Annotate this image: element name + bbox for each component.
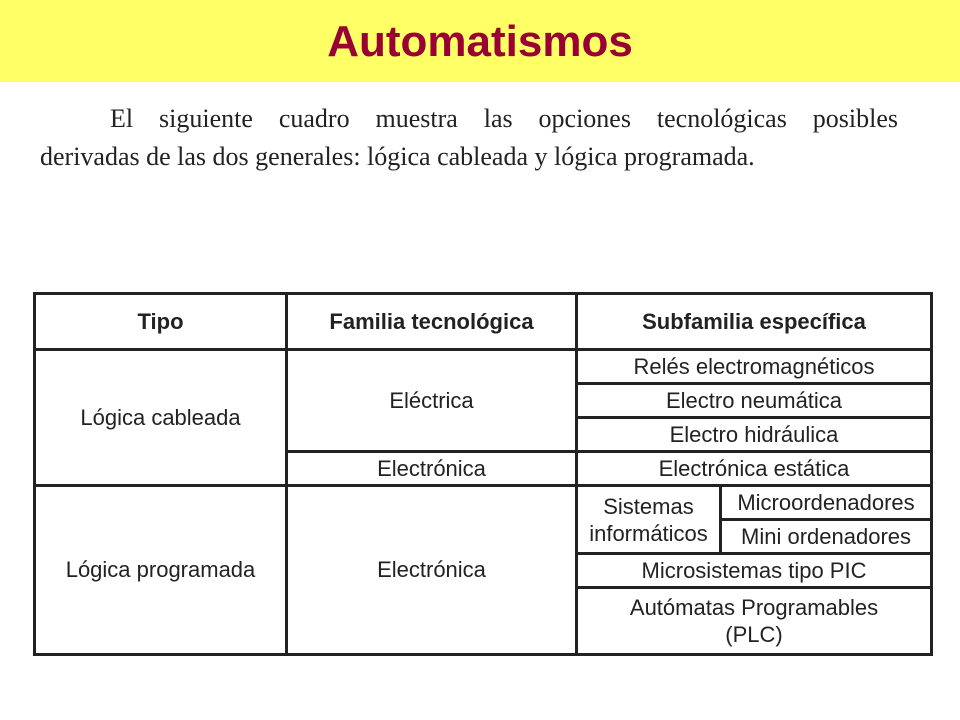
subfamilia-reles: Relés electromagnéticos xyxy=(577,350,932,384)
header-subfamilia: Subfamilia específica xyxy=(577,294,932,350)
page-title: Automatismos xyxy=(327,17,633,66)
table-row xyxy=(35,350,932,384)
familia-electronica-programada: Electrónica xyxy=(287,486,577,655)
header-tipo: Tipo xyxy=(35,294,287,350)
subfamilia-mini-ordenadores: Mini ordenadores xyxy=(721,520,932,554)
intro-line-1: El siguiente cuadro muestra las opciones tecnológicas posibles xyxy=(110,104,898,133)
subfamilia-plc xyxy=(577,588,932,655)
familia-electronica-cableada: Electrónica xyxy=(287,452,577,486)
subfamilia-pic: Microsistemas tipo PIC xyxy=(577,554,932,588)
tipo-programada: Lógica programada xyxy=(35,486,287,655)
subfamilia-hidraulica: Electro hidráulica xyxy=(577,418,932,452)
plc-line-1: Autómatas Programables xyxy=(629,595,879,620)
subfamilia-estatica: Electrónica estática xyxy=(577,452,932,486)
familia-electrica: Eléctrica xyxy=(287,350,577,452)
table-header-row xyxy=(35,294,932,350)
header-familia: Familia tecnológica xyxy=(287,294,577,350)
intro-line-2: derivadas de las dos generales: lógica cableada y lógica programada. xyxy=(40,142,755,171)
intro-paragraph xyxy=(40,100,898,176)
table-row xyxy=(35,486,932,520)
subfamilia-microordenadores: Microordenadores xyxy=(721,486,932,520)
sistemas-line-1: Sistemas xyxy=(603,493,694,519)
technology-options-table xyxy=(33,292,933,656)
subfamilia-neumatica: Electro neumática xyxy=(577,384,932,418)
sistemas-line-2: informáticos xyxy=(589,520,708,546)
sistemas-informaticos xyxy=(577,486,721,554)
plc-line-2: (PLC) xyxy=(725,622,783,647)
tipo-cableada: Lógica cableada xyxy=(35,350,287,486)
